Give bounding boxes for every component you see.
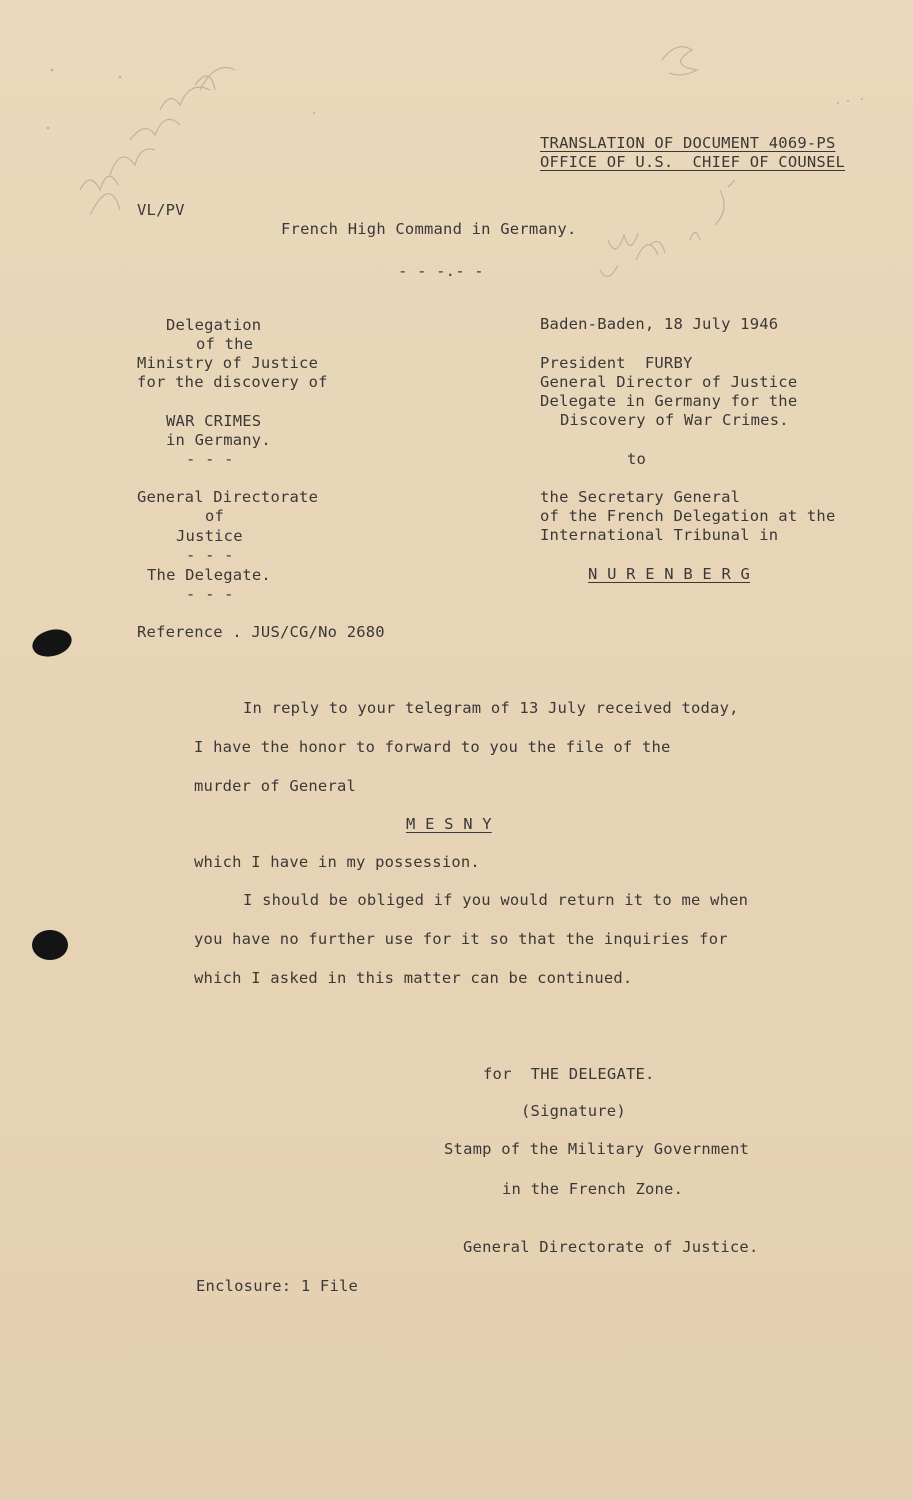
sender-line: WAR CRIMES [166, 412, 262, 430]
from-line: President FURBY [540, 354, 693, 372]
sender-line: Delegation [166, 316, 262, 334]
enclosure: Enclosure: 1 File [196, 1277, 359, 1295]
sender-line: Justice [176, 527, 243, 545]
sender-line: of the [196, 335, 254, 353]
separator: - - -.- - [398, 262, 484, 280]
from-line: General Director of Justice [540, 373, 798, 391]
to-recipient-line: the Secretary General [540, 488, 741, 506]
from-line: Delegate in Germany for the [540, 392, 798, 410]
body-line: which I have in my possession. [194, 853, 480, 871]
punch-hole-bottom [32, 930, 68, 960]
sender-line: - - - [186, 450, 234, 468]
sender-line: for the discovery of [137, 373, 328, 391]
sender-line: of [205, 507, 225, 525]
stamp-line: in the French Zone. [502, 1180, 684, 1198]
sender-line: General Directorate [137, 488, 319, 506]
sender-line: in Germany. [166, 431, 271, 449]
body-line: which I asked in this matter can be continued. [194, 969, 633, 987]
body-line: you have no further use for it so that the inquiries for [194, 930, 728, 948]
body-line: I have the honor to forward to you the file of the [194, 738, 671, 756]
place-date: Baden-Baden, 18 July 1946 [540, 315, 779, 333]
sender-line: The Delegate. [147, 566, 271, 584]
to-line: to [627, 450, 647, 468]
sender-line: - - - [186, 585, 234, 603]
reference-number: Reference . JUS/CG/No 2680 [137, 623, 385, 641]
body-line: In reply to your telegram of 13 July received today, [243, 699, 739, 717]
from-line: Discovery of War Crimes. [560, 411, 789, 429]
signature-note: (Signature) [521, 1102, 626, 1120]
for-delegate: for THE DELEGATE. [483, 1065, 655, 1083]
body-line: I should be obliged if you would return it to me when [243, 891, 749, 909]
body-line: murder of General [194, 777, 357, 795]
sender-line: - - - [186, 546, 234, 564]
translation-header: TRANSLATION OF DOCUMENT 4069-PS [540, 134, 836, 152]
city: N U R E N B E R G [588, 565, 751, 583]
sender-line: Ministry of Justice [137, 354, 319, 372]
general-name: M E S N Y [406, 815, 492, 833]
office-header: OFFICE OF U.S. CHIEF OF COUNSEL [540, 153, 846, 171]
to-recipient-line: of the French Delegation at the [540, 507, 836, 525]
punch-hole-top [29, 625, 74, 660]
command-title: French High Command in Germany. [281, 220, 577, 238]
to-recipient-line: International Tribunal in [540, 526, 779, 544]
ref-initials: VL/PV [137, 201, 185, 219]
stamp-line: Stamp of the Military Government [444, 1140, 750, 1158]
directorate-line: General Directorate of Justice. [463, 1238, 759, 1256]
